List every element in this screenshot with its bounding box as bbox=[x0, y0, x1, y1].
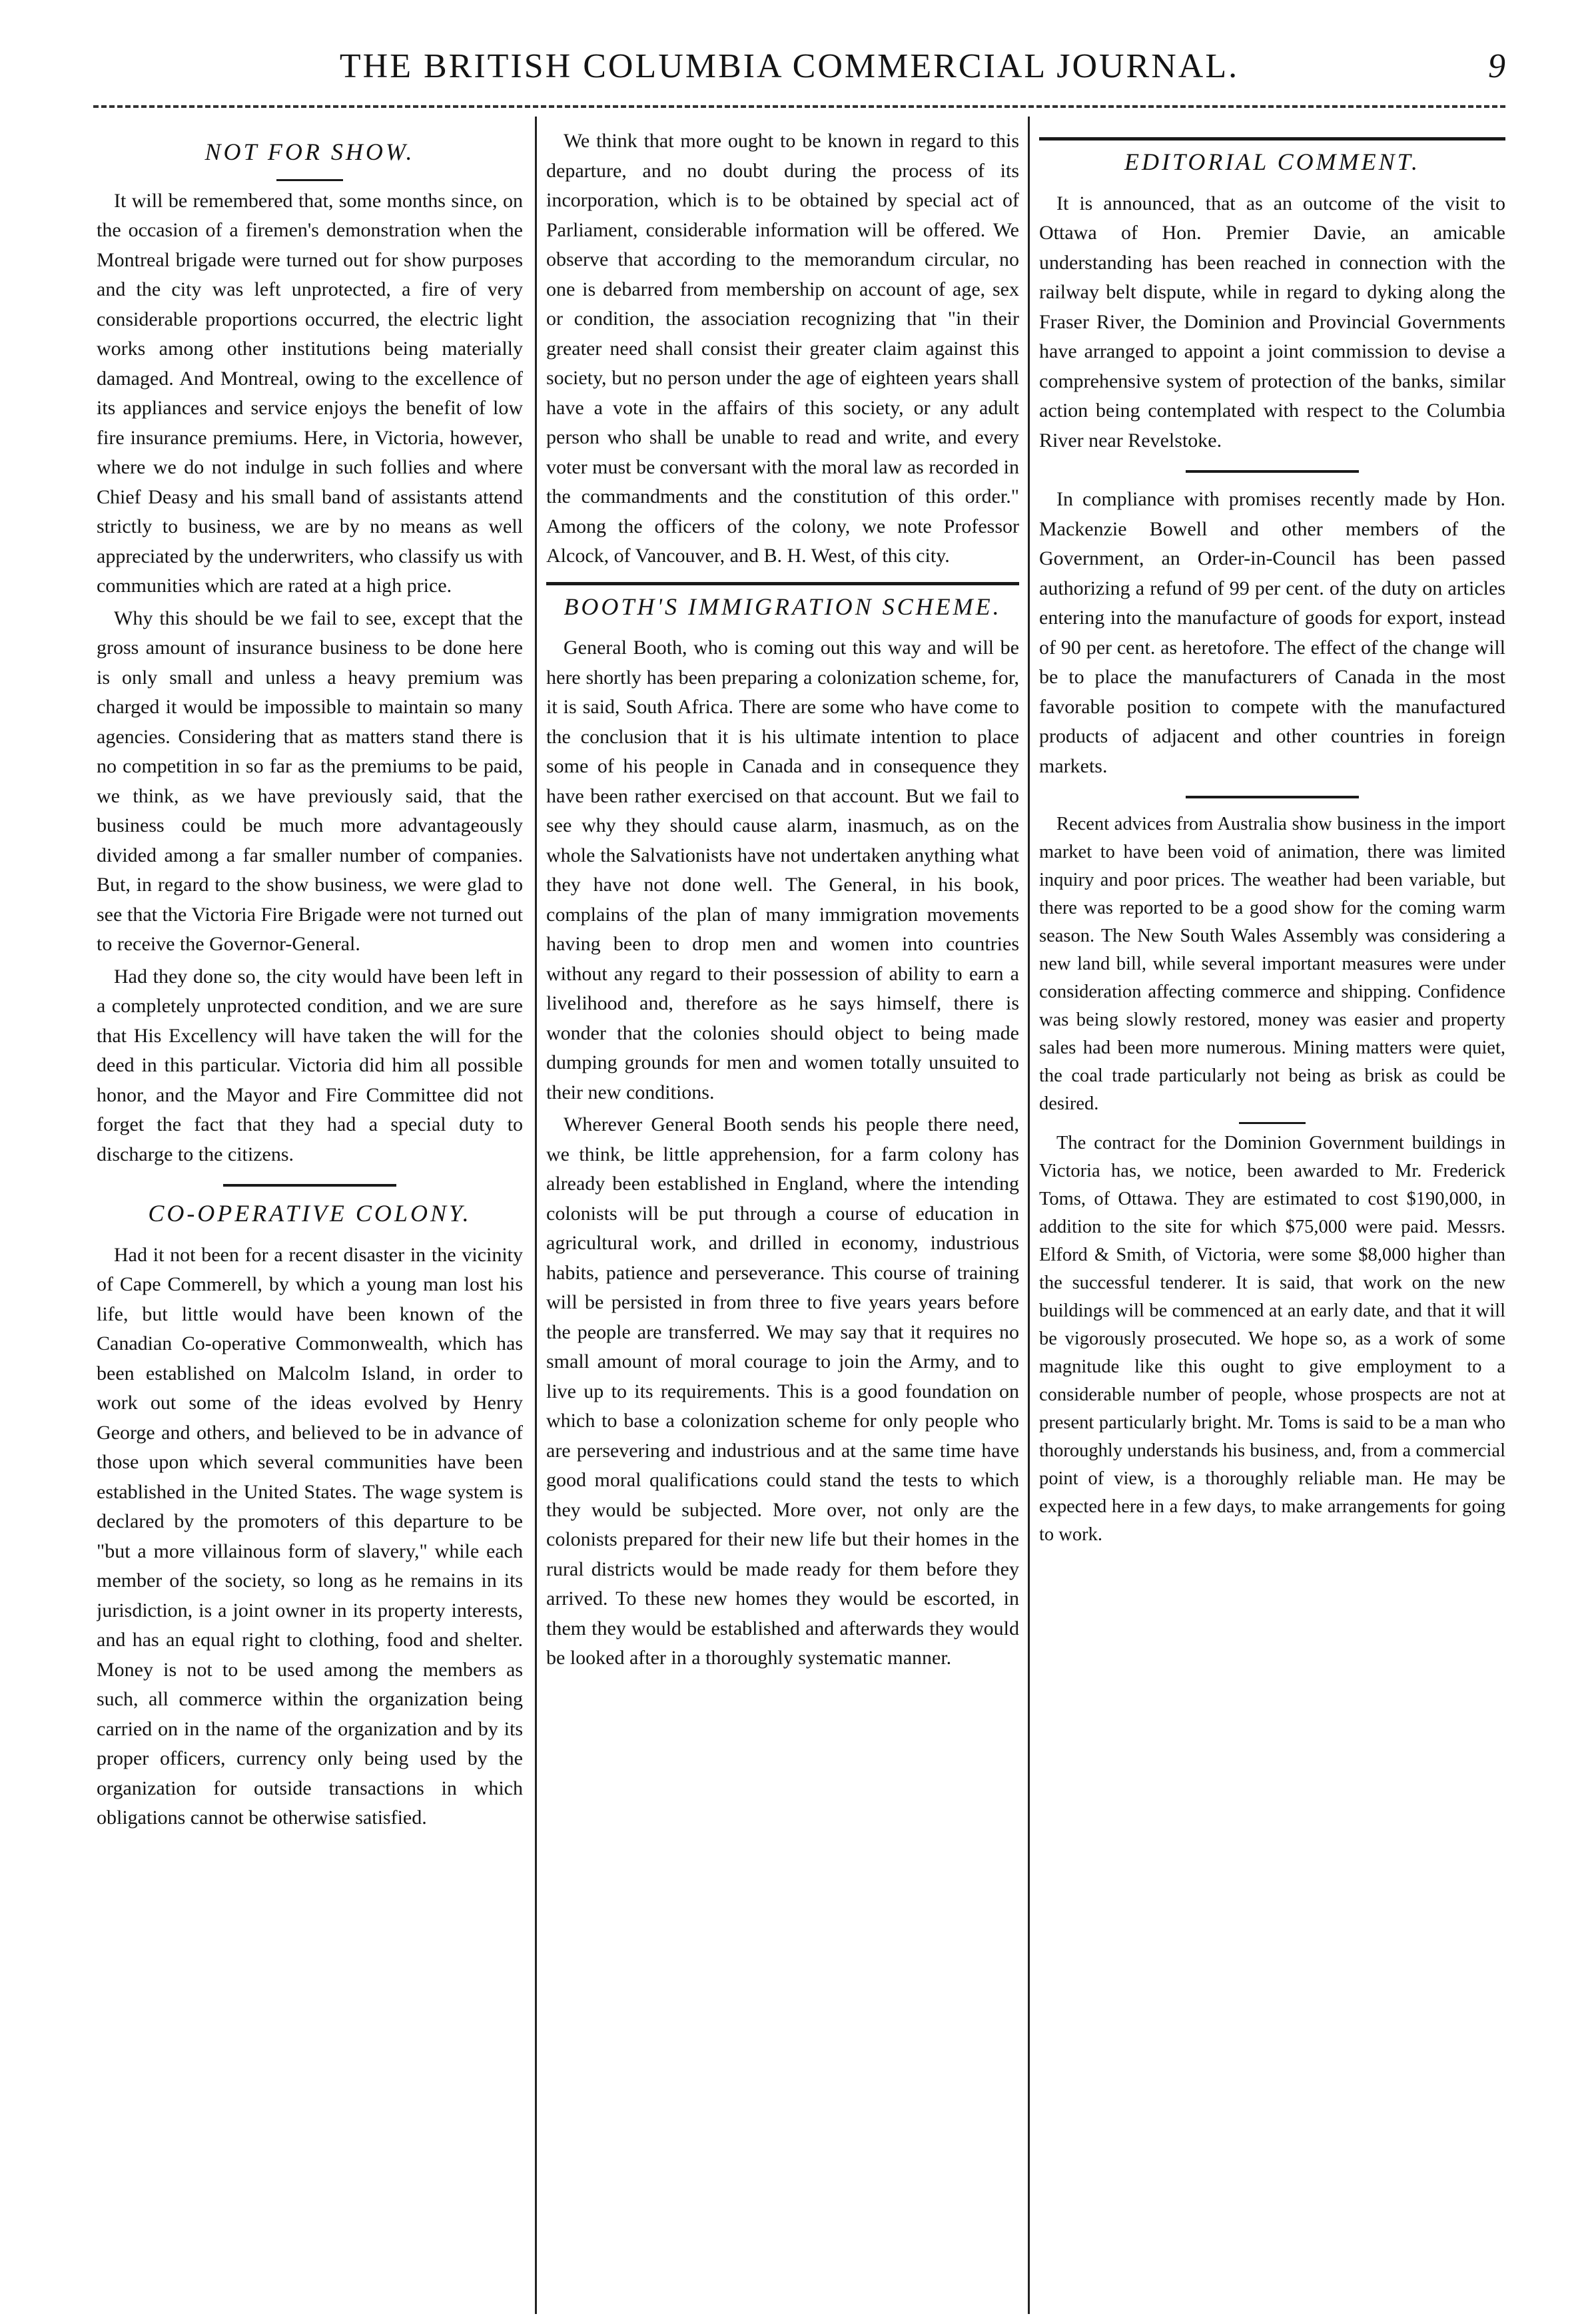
paragraph: Had it not been for a recent disaster in the vicinity of Cape Commerell, by which a young man lost his life, but little would have been known of the Canadian Co-operative Commonwealth, which has been established on Malcolm Island, in order to work out some of the ideas evolved by Henry George and others, and believed to be in advance of those upon which several communities have been established in the United States. The wage system is declared by the promoters of this departure to be "but a more villainous form of slavery," while each member of the society, so long as he remains in its jurisdiction, is a joint owner in its property interests, and has an equal right to clothing, food and shelter. Money is not to be used among the members as such, all commerce within the organization being carried on in the name of the organization and by its proper officers, currency only being used by the organization for outside transactions in which obligations cannot be otherwise satisfied. bbox=[97, 1243, 523, 1829]
journal-title: THE BRITISH COLUMBIA COMMERCIAL JOURNAL. bbox=[339, 47, 1240, 85]
article-separator bbox=[1186, 796, 1359, 798]
paragraph: We think that more ought to be known in regard to this departure, and no doubt during the process of its incorporation, which is to be obtained by special act of Parliament, considerable information will be offered. We observe that according to the memorandum circular, no one is debarred from membership on account of age, sex or condition, the association recognizing that "in their greater need shall consist their greater claim against this society, but no person under the age of eighteen years shall have a vote in the affairs of this society, or any adult person who shall be unable to read and write, and every voter must be conversant with the moral law as recorded in the commandments and the constitution of this order." Among the officers of the colony, we note Professor Alcock, of Vancouver, and B. H. West, of this city. bbox=[546, 130, 1019, 567]
column-divider bbox=[1028, 117, 1030, 2314]
column-3 bbox=[1039, 127, 1505, 2297]
article-heading-not-for-show: NOT FOR SHOW. bbox=[204, 139, 415, 165]
column-1 bbox=[97, 127, 523, 2297]
masthead-rule bbox=[93, 105, 1505, 108]
paragraph: It is announced, that as an outcome of the visit to Ottawa of Hon. Premier Davie, an amicable understanding has been reached in connection with the railway belt dispute, while in regard to dyking along the Fraser River, the Dominion and Provincial Governments have arranged to appoint a joint commission to devise a comprehensive system of protection of the banks, similar action being contemplated with respect to the Columbia River near Revelstoke. bbox=[1039, 192, 1505, 451]
paragraph: Recent advices from Australia show business in the import market to have been void of animation, there was limited inquiry and poor prices. The weather had been variable, but there was reported to be a good show for the coming warm season. The New South Wales Assembly was considering a new land bill, while several important measures were under consideration affecting commerce and shipping. Confidence was being slowly restored, money was easier and property sales had been more numerous. Mining matters were quiet, the coal trade particularly not being as brisk as could be desired. bbox=[1039, 814, 1505, 1114]
masthead bbox=[73, 27, 1505, 100]
column-divider bbox=[535, 117, 537, 2314]
paragraph: Why this should be we fail to see, except that the gross amount of insurance business to be done here is only small and unless a heavy premium was charged it would be impossible to maintain so many agencies. Considering that as matters stand there is no competition in so far as the premiums to be paid, we think, as we have previously said, that the business could be much more advantageously divided among a far smaller number of companies. But, in regard to the show business, we were glad to see that the Victoria Fire Brigade were not turned out to receive the Governor-General. bbox=[97, 607, 523, 955]
heading-rule bbox=[276, 179, 343, 181]
article-separator bbox=[223, 1184, 396, 1187]
article-heading-cooperative-colony: CO-OPERATIVE COLONY. bbox=[148, 1200, 472, 1227]
paragraph: Wherever General Booth sends his people there need, we think, be little apprehension, for a farm colony has already been established in England, where the intending colonists will be put through a course of education in agricultural work, and drilled in economy, industrious habits, patience and perseverance. This course of training will be persisted in from three to five years years before the people are transferred. We may say that it requires no small amount of moral courage to join the Army, and to live up to its requirements. This is a good foundation on which to base a colonization scheme for only people who are persevering and industrious and at the same time have good moral qualifications could stand the tests to which they would be subjected. More over, not only are the colonists prepared for their new life but their homes in the rural districts would be made ready for them before they arrived. To these new homes they would be escorted, in them they would be established and afterwards they would be looked after in a thoroughly systematic manner. bbox=[546, 1113, 1019, 1669]
article-separator bbox=[1186, 470, 1359, 473]
article-heading-editorial-comment: EDITORIAL COMMENT. bbox=[1039, 137, 1505, 177]
paragraph: The contract for the Dominion Government buildings in Victoria has, we notice, been awarded to Mr. Frederick Toms, of Ottawa. They are estimated to cost $190,000, in addition to the site for which $75,000 were paid. Messrs. Elford & Smith, of Victoria, were some $8,000 higher than the successful tenderer. It is said, that work on the new buildings will be commenced at an early date, and that it will be vigorously prosecuted. We hope so, as a work of some magnitude like this ought to give employment to a considerable number of people, whose prospects are not at present particularly bright. Mr. Toms is said to be a man who thoroughly understands his business, and, from a commercial point of view, is a thoroughly reliable man. He may be expected here in a few days, to make arrangements for going to work. bbox=[1039, 1133, 1505, 1545]
article-separator bbox=[1239, 1122, 1306, 1124]
paragraph: General Booth, who is coming out this way and will be here shortly has been preparing a colonization scheme, for, it is said, South Africa. There are some who have come to the conclusion that it is his ultimate intention to place some of his people in Canada and in consequence they have been rather exercised on that account. But we fail to see why they should cause alarm, inasmuch, as on the whole the Salvationists have not undertaken anything what they have not done well. The General, in his book, complains of the plan of many immigration movements having been to drop men and women into countries without any regard to their possession of ability to earn a livelihood and, therefore as he says himself, there is wonder that the colonies should object to being made dumping grounds for men and women totally unsuited to their new conditions. bbox=[546, 637, 1019, 1103]
article-heading-booths-scheme: BOOTH'S IMMIGRATION SCHEME. bbox=[546, 582, 1019, 622]
paragraph: Had they done so, the city would have been left in a completely unprotected condition, and we are sure that His Excellency will have taken the will for the deed in this particular. Victoria did him all possible honor, and the Mayor and Fire Committee did not forget the fact that they had a special duty to discharge to the citizens. bbox=[97, 965, 523, 1165]
paragraph: In compliance with promises recently made by Hon. Mackenzie Bowell and other members of the Government, an Order-in-Council has been passed authorizing a refund of 99 per cent. of the duty on articles entering into the manufacture of goods for export, instead of 90 per cent. as heretofore. The effect of the change will be to place the manufacturers of Canada in the most favorable position to compete with the manufactured products of adjacent and other countries in foreign markets. bbox=[1039, 488, 1505, 777]
page-number: 9 bbox=[1488, 47, 1505, 85]
column-2 bbox=[546, 127, 1019, 2297]
paragraph: It will be remembered that, some months since, on the occasion of a firemen's demonstration when the Montreal brigade were turned out for show purposes and the city was left unprotected, a fire of very considerable proportions occurred, the electric light works among other institutions being materially damaged. And Montreal, owing to the excellence of its appliances and service enjoys the benefit of low fire insurance premiums. Here, in Victoria, however, where we do not indulge in such follies and where Chief Deasy and his small band of assistants attend strictly to business, we are by no means as well appreciated by the underwriters, who classify us with communities which are rated at a high price. bbox=[97, 189, 523, 597]
